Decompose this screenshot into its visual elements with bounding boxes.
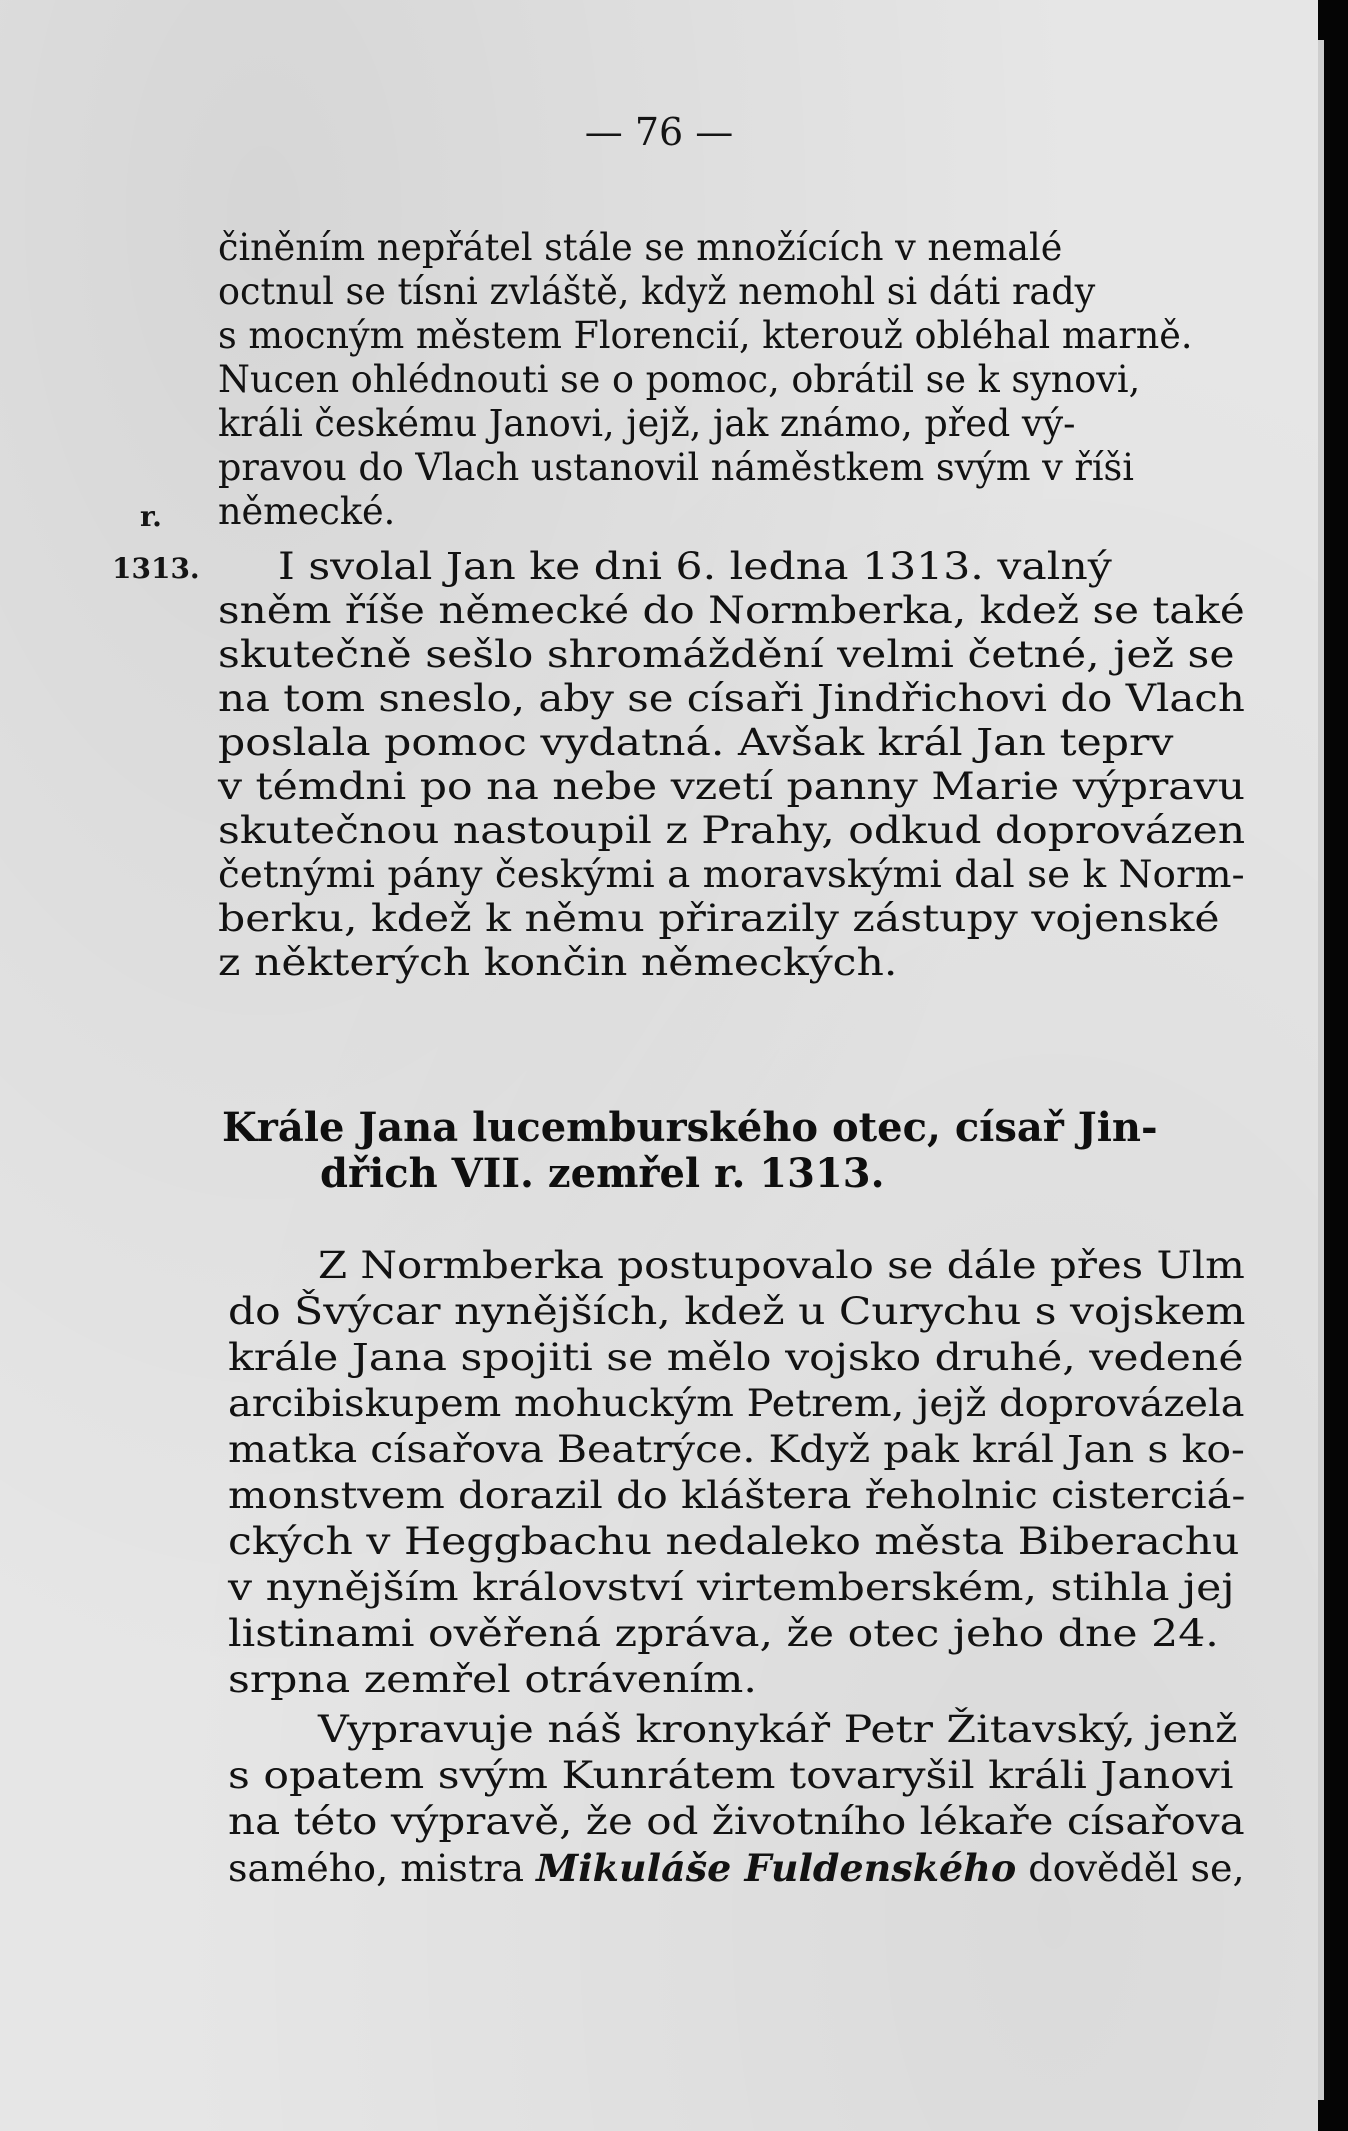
text-line: sněm říše německé do Normberka, kdež se také	[218, 589, 1245, 632]
text-line: králi českému Janovi, jejž, jak známo, před vý-	[218, 402, 1076, 445]
section-heading-line: dřich VII. zemřel r. 1313.	[320, 1150, 885, 1197]
text-line: matka císařova Beatrýce. Když pak král Jan s ko-	[228, 1428, 1245, 1471]
text-segment: dověděl se,	[1016, 1847, 1245, 1890]
italic-name: Mikuláše Fuldenského	[536, 1846, 1017, 1890]
text-line: na této výpravě, že od životního lékaře císařova	[228, 1800, 1245, 1843]
text-line: v nynějším království virtemberském, stihla jej	[228, 1566, 1235, 1609]
text-line: Nucen ohlédnouti se o pomoc, obrátil se k synovi,	[218, 358, 1141, 401]
text-line: skutečnou nastoupil z Prahy, odkud doprovázen	[218, 809, 1246, 852]
text-line: berku, kdež k němu přirazily zástupy vojenské	[218, 897, 1220, 940]
margin-year-value: 1313.	[112, 552, 200, 585]
text-line: Z Normberka postupovalo se dále přes Ulm	[318, 1244, 1245, 1287]
text-line: krále Jana spojiti se mělo vojsko druhé, vedené	[228, 1336, 1244, 1379]
text-line: německé.	[218, 490, 396, 533]
text-line: listinami ověřená zpráva, že otec jeho dne 24.	[228, 1612, 1219, 1655]
text-line: Vypravuje náš kronykář Petr Žitavský, jenž	[318, 1708, 1238, 1751]
section-heading-line: Krále Jana lucemburského otec, císař Jin-	[222, 1104, 1158, 1151]
text-line: srpna zemřel otrávením.	[228, 1658, 757, 1701]
text-line: octnul se tísni zvláště, když nemohl si dáti rady	[218, 270, 1096, 313]
text-line: četnými pány českými a moravskými dal se k Norm-	[218, 853, 1245, 896]
page-number: — 76 —	[584, 110, 734, 154]
text-line: do Švýcar nynějších, kdež u Curychu s vojskem	[228, 1290, 1246, 1333]
text-line: arcibiskupem mohuckým Petrem, jejž doprovázela	[228, 1382, 1245, 1425]
text-line: monstvem dorazil do kláštera řeholnic cisterciá-	[228, 1474, 1246, 1517]
text-line: ckých v Heggbachu nedaleko města Biberachu	[228, 1520, 1240, 1563]
text-line	[228, 1846, 1245, 1891]
text-line: pravou do Vlach ustanovil náměstkem svým v říši	[218, 446, 1134, 489]
text-line: poslala pomoc vydatná. Avšak král Jan teprv	[218, 721, 1174, 764]
text-line: s opatem svým Kunrátem tovaryšil králi Janovi	[228, 1754, 1234, 1797]
text-line: činěním nepřátel stále se množících v nemalé	[218, 226, 1063, 269]
text-line: na tom sneslo, aby se císaři Jindřichovi do Vlach	[218, 677, 1245, 720]
text-line: z některých končin německých.	[218, 941, 898, 984]
text-line: skutečně sešlo shromáždění velmi četné, jež se	[218, 633, 1235, 676]
text-line: I svolal Jan ke dni 6. ledna 1313. valný	[278, 545, 1112, 588]
margin-year-label: r.	[140, 500, 162, 533]
page-edge-highlight	[1318, 40, 1324, 2100]
text-line: v témdni po na nebe vzetí panny Marie výpravu	[218, 765, 1246, 808]
text-line: s mocným městem Florencií, kterouž obléhal marně.	[218, 314, 1193, 357]
text-segment: samého, mistra	[228, 1847, 537, 1890]
